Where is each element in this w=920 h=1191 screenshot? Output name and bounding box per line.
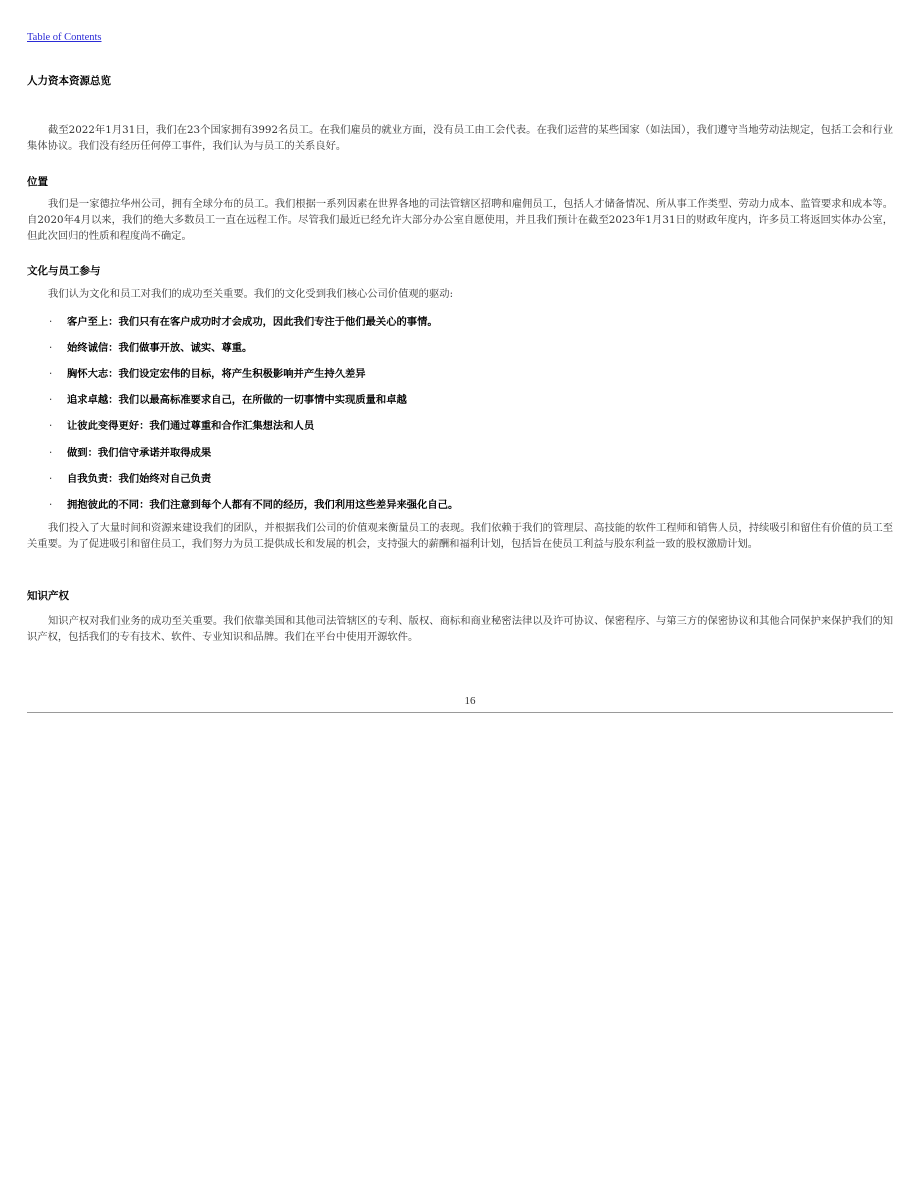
value-text: 让彼此变得更好：我们通过尊重和合作汇集想法和人员 (67, 420, 315, 432)
heading-culture: 文化与员工参与 (27, 265, 101, 277)
value-bullet-integrity (49, 339, 889, 354)
value-text: 做到：我们信守承诺并取得成果 (67, 447, 212, 459)
bullet-marker: · (49, 499, 53, 511)
paragraph-culture-intro: 我们认为文化和员工对我们的成功至关重要。我们的文化受到我们核心公司价值观的驱动: (48, 288, 454, 300)
value-text: 追求卓越：我们以最高标准要求自己，在所做的一切事情中实现质量和卓越 (67, 394, 407, 406)
table-of-contents-link[interactable]: Table of Contents (27, 32, 102, 43)
value-text: 胸怀大志：我们设定宏伟的目标，将产生积极影响并产生持久差异 (67, 368, 366, 380)
value-bullet-get-it-done (49, 444, 889, 459)
bullet-marker: · (49, 473, 53, 485)
value-text: 拥抱彼此的不同：我们注意到每个人都有不同的经历，我们利用这些差异来强化自己。 (67, 499, 459, 511)
value-bullet-excellence (49, 391, 889, 406)
value-bullet-embrace-differences (49, 496, 889, 511)
value-bullet-customer-first (49, 313, 889, 328)
bullet-marker: · (49, 394, 53, 406)
page-number: 16 (464, 695, 476, 707)
value-text: 始终诚信：我们做事开放、诚实、尊重。 (67, 342, 253, 354)
paragraph-culture-closing: 我们投入了大量时间和资源来建设我们的团队，并根据我们公司的价值观来衡量员工的表现。我们依赖于我们的管理层、高技能的软件工程师和销售人员，持续吸引和留住有价值的员工至关重要。为了促进吸引和留住员工，我们努力为员工提供成长和发展的机会，支持强大的薪酬和福利计划，包括旨在使员工利益与股东利益一致的股权激励计划。 (27, 522, 893, 550)
paragraph-location: 我们是一家德拉华州公司，拥有全球分布的员工。我们根据一系列因素在世界各地的司法管辖区招聘和雇佣员工，包括人才储备情况、所从事工作类型、劳动力成本、监管要求和成本等。自2020年4月以来，我们的绝大多数员工一直在远程工作。尽管我们最近已经允许大部分办公室自愿使用，并且我们预计在截至2023年1月31日的财政年度内，许多员工将返回实体办公室，但此次回归的性质和程度尚不确定。 (27, 198, 893, 242)
paragraph-human-capital: 截至2022年1月31日，我们在23个国家拥有3992名员工。在我们雇员的就业方面，没有员工由工会代表。在我们运营的某些国家（如法国），我们遵守当地劳动法规定，包括工会和行业集体协议。我们没有经历任何停工事件，我们认为与员工的关系良好。 (27, 124, 893, 152)
heading-location: 位置 (27, 176, 48, 188)
heading-human-capital: 人力资本资源总览 (27, 75, 111, 87)
value-bullet-better-together (49, 417, 889, 432)
bullet-marker: · (49, 368, 53, 380)
bullet-marker: · (49, 342, 53, 354)
bullet-marker: · (49, 420, 53, 432)
bullet-marker: · (49, 316, 53, 328)
bullet-marker: · (49, 447, 53, 459)
heading-intellectual-property: 知识产权 (27, 590, 69, 602)
value-text: 客户至上：我们只有在客户成功时才会成功，因此我们专注于他们最关心的事情。 (67, 316, 438, 328)
value-bullet-think-big (49, 365, 889, 380)
paragraph-intellectual-property: 知识产权对我们业务的成功至关重要。我们依靠美国和其他司法管辖区的专利、版权、商标和商业秘密法律以及许可协议、保密程序、与第三方的保密协议和其他合同保护来保护我们的知识产权，包括我们的专有技术、软件、专业知识和品牌。我们在平台中使用开源软件。 (27, 615, 893, 643)
value-text: 自我负责：我们始终对自己负责 (67, 473, 212, 485)
footer-divider (27, 712, 893, 713)
value-bullet-ownership (49, 470, 889, 485)
